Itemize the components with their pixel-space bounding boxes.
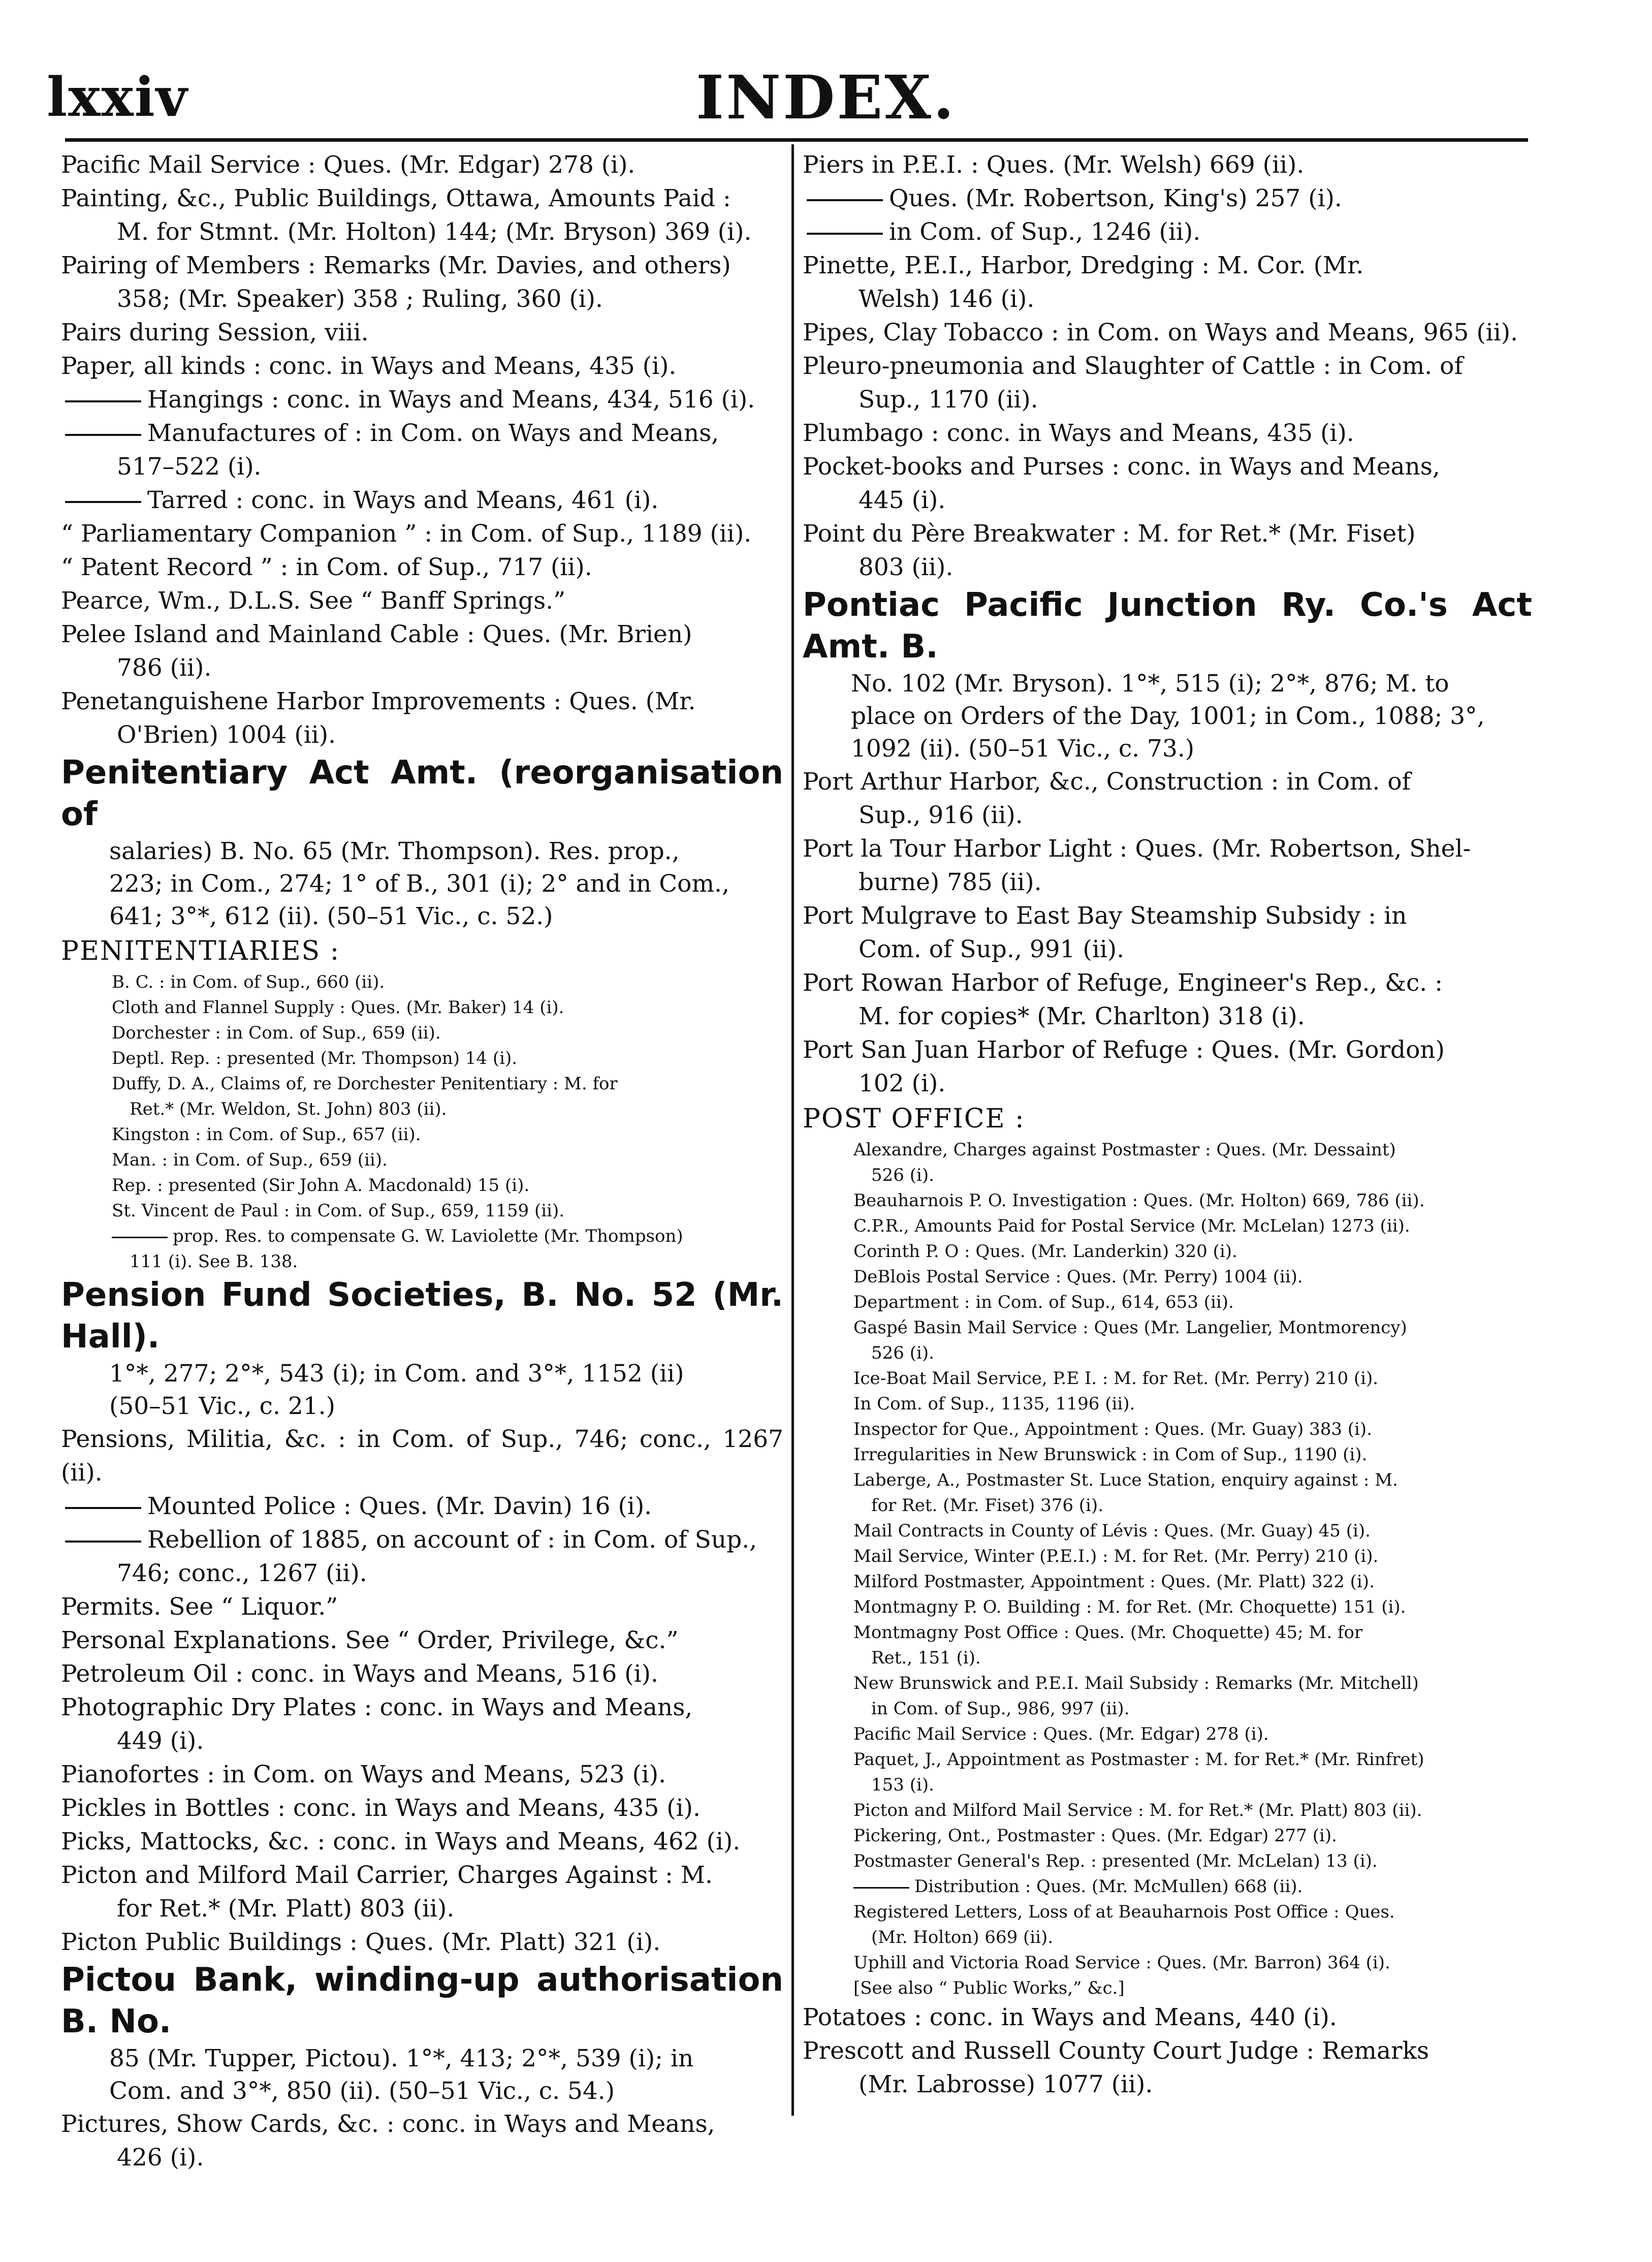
- index-entry: [803, 866, 1532, 899]
- entry-text: Pickering, Ont., Postmaster : Ques. (Mr. Edgar) 277 (i).: [853, 1826, 1337, 1846]
- index-entry: [61, 969, 783, 995]
- index-entry: [803, 316, 1532, 350]
- ditto-dash: [65, 501, 141, 503]
- entry-text: in Com. of Sup., 1246 (ii).: [889, 218, 1201, 246]
- index-entry: [61, 484, 783, 517]
- entry-text: Alexandre, Charges against Postmaster : Ques. (Mr. Dessaint): [853, 1140, 1396, 1160]
- entry-text: Sup., 1170 (ii).: [859, 386, 1038, 414]
- index-entry: [61, 1758, 783, 1792]
- entry-text: DeBlois Postal Service : Ques. (Mr. Perry) 1004 (ii).: [853, 1267, 1303, 1287]
- index-entry: [803, 1290, 1532, 1315]
- index-entry: [61, 551, 783, 584]
- index-entry: [61, 1358, 783, 1390]
- index-entry: [803, 966, 1532, 1000]
- index-entry: [61, 1724, 783, 1758]
- entry-text: (Mr. Labrosse) 1077 (ii).: [859, 2070, 1153, 2098]
- index-entry: [61, 1523, 783, 1557]
- page-title: INDEX.: [696, 62, 956, 133]
- index-entry: [61, 1198, 783, 1223]
- entry-text: No. 102 (Mr. Bryson). 1°*, 515 (i); 2°*, 876; M. to: [851, 670, 1449, 698]
- index-entry: [61, 1020, 783, 1046]
- entry-text: place on Orders of the Day, 1001; in Com., 1088; 3°,: [851, 702, 1485, 730]
- index-entry: [803, 899, 1532, 933]
- index-entry: [61, 1926, 783, 1959]
- entry-text: Port la Tour Harbor Light : Ques. (Mr. Robertson, Shel-: [803, 835, 1471, 863]
- index-entry: [61, 1624, 783, 1657]
- index-entry: [803, 668, 1532, 700]
- entry-text: Port Arthur Harbor, &c., Construction : in Com. of: [803, 768, 1411, 796]
- index-entry: [803, 1594, 1532, 1620]
- index-entry: [61, 1046, 783, 1071]
- index-entry: [61, 182, 783, 215]
- index-entry: [61, 1390, 783, 1423]
- ditto-dash: [112, 1237, 168, 1238]
- entry-text: Port San Juan Harbor of Refuge : Ques. (Mr. Gordon): [803, 1036, 1445, 1064]
- index-entry: [61, 1122, 783, 1147]
- index-entry: [61, 1859, 783, 1892]
- index-entry: [803, 1493, 1532, 1518]
- index-entry: [61, 1223, 783, 1249]
- entry-text: Pairs during Session, viii.: [61, 319, 369, 347]
- entry-text: Photographic Dry Plates : conc. in Ways and Means,: [61, 1693, 693, 1721]
- index-entry: [61, 685, 783, 718]
- entry-text: in Com. of Sup., 986, 997 (ii).: [871, 1699, 1130, 1719]
- index-entry: [803, 215, 1532, 249]
- index-entry: [803, 1391, 1532, 1417]
- entry-text: Milford Postmaster, Appointment : Ques. (Mr. Platt) 322 (i).: [853, 1572, 1375, 1592]
- index-entry: [803, 1645, 1532, 1671]
- index-entry: [803, 1000, 1532, 1033]
- entry-text: Postmaster General's Rep. : presented (Mr. McLelan) 13 (i).: [853, 1851, 1378, 1871]
- entry-text: M. for copies* (Mr. Charlton) 318 (i).: [859, 1002, 1305, 1030]
- entry-text: 1092 (ii). (50–51 Vic., c. 73.): [851, 735, 1195, 763]
- entry-text: 85 (Mr. Tupper, Pictou). 1°*, 413; 2°*, 539 (i); in: [109, 2045, 694, 2072]
- entry-text: Pensions, Militia, &c. : in Com. of Sup., 746; conc., 1267 (ii).: [61, 1425, 783, 1487]
- entry-text: 223; in Com., 274; 1° of B., 301 (i); 2° and in Com.,: [109, 870, 729, 898]
- index-entry: [61, 1792, 783, 1825]
- index-entry: [803, 417, 1532, 450]
- entry-text: Pocket-books and Purses : conc. in Ways and Means,: [803, 453, 1440, 481]
- entry-text: Duffy, D. A., Claims of, re Dorchester Penitentiary : M. for: [112, 1074, 618, 1094]
- index-entry: [803, 282, 1532, 316]
- index-entry: [61, 718, 783, 752]
- index-entry: [803, 1264, 1532, 1290]
- index-entry: [61, 752, 783, 835]
- entry-text: Pension Fund Societies, B. No. 52 (Mr. Hall).: [61, 1276, 783, 1356]
- entry-text: Pinette, P.E.I., Harbor, Dredging : M. Cor. (Mr.: [803, 252, 1364, 279]
- left-column: [61, 148, 783, 2175]
- ditto-dash: [65, 1541, 141, 1543]
- index-entry: [803, 832, 1532, 866]
- index-entry: [803, 1417, 1532, 1442]
- entry-text: Pictou Bank, winding-up authorisation B. No.: [61, 1961, 783, 2040]
- index-entry: [61, 249, 783, 282]
- index-entry: [61, 1590, 783, 1624]
- entry-text: Picton Public Buildings : Ques. (Mr. Platt) 321 (i).: [61, 1928, 661, 1956]
- entry-text: Ret., 151 (i).: [871, 1648, 981, 1668]
- entry-text: Tarred : conc. in Ways and Means, 461 (i).: [147, 486, 659, 514]
- index-entry: [61, 2108, 783, 2141]
- entry-text: 786 (ii).: [117, 654, 212, 682]
- entry-text: Picton and Milford Mail Carrier, Charges Against : M.: [61, 1861, 713, 1889]
- entry-text: [See also “ Public Works,” &c.]: [853, 1978, 1125, 1998]
- entry-text: C.P.R., Amounts Paid for Postal Service (Mr. McLelan) 1273 (ii).: [853, 1216, 1410, 1236]
- entry-text: 517–522 (i).: [117, 453, 262, 481]
- index-entry: [803, 1101, 1532, 1137]
- entry-text: Ques. (Mr. Robertson, King's) 257 (i).: [889, 184, 1342, 212]
- entry-text: (Mr. Holton) 669 (ii).: [871, 1927, 1054, 1947]
- index-entry: [61, 215, 783, 249]
- entry-text: Ice-Boat Mail Service, P.E I. : M. for Ret. (Mr. Perry) 210 (i).: [853, 1368, 1379, 1389]
- entry-text: 526 (i).: [871, 1165, 934, 1185]
- index-entry: [803, 700, 1532, 733]
- index-entry: [803, 1747, 1532, 1772]
- entry-text: Man. : in Com. of Sup., 659 (ii).: [112, 1150, 388, 1170]
- entry-text: Kingston : in Com. of Sup., 657 (ii).: [112, 1124, 421, 1145]
- index-entry: [61, 2075, 783, 2108]
- entry-text: prop. Res. to compensate G. W. Laviolette (Mr. Thompson): [173, 1226, 683, 1246]
- index-entry: [61, 383, 783, 417]
- entry-text: 153 (i).: [871, 1775, 934, 1795]
- index-entry: [803, 799, 1532, 832]
- index-entry: [803, 584, 1532, 668]
- entry-text: 803 (ii).: [859, 553, 954, 581]
- entry-text: Com. of Sup., 991 (ii).: [859, 935, 1125, 963]
- entry-text: Corinth P. O : Ques. (Mr. Landerkin) 320 (i).: [853, 1241, 1237, 1262]
- entry-text: Beauharnois P. O. Investigation : Ques. (Mr. Holton) 669, 786 (ii).: [853, 1190, 1425, 1211]
- entry-text: Pairing of Members : Remarks (Mr. Davies, and others): [61, 252, 731, 279]
- ditto-dash: [853, 1887, 909, 1889]
- entry-text: Pipes, Clay Tobacco : in Com. on Ways and Means, 965 (ii).: [803, 319, 1518, 347]
- index-entry: [61, 1691, 783, 1724]
- entry-text: Mail Service, Winter (P.E.I.) : M. for Ret. (Mr. Perry) 210 (i).: [853, 1546, 1379, 1566]
- index-entry: [61, 584, 783, 618]
- index-entry: [61, 316, 783, 350]
- entry-text: Hangings : conc. in Ways and Means, 434, 516 (i).: [147, 386, 755, 414]
- entry-text: 445 (i).: [859, 486, 946, 514]
- index-entry: [61, 450, 783, 484]
- entry-text: Port Mulgrave to East Bay Steamship Subsidy : in: [803, 902, 1407, 930]
- ditto-dash: [65, 400, 141, 402]
- index-entry: [803, 1033, 1532, 1067]
- entry-text: Gaspé Basin Mail Service : Ques (Mr. Langelier, Montmorency): [853, 1317, 1407, 1338]
- entry-text: Piers in P.E.I. : Ques. (Mr. Welsh) 669 (ii).: [803, 151, 1305, 179]
- entry-text: 746; conc., 1267 (ii).: [117, 1559, 367, 1587]
- index-entry: [803, 2034, 1532, 2068]
- entry-text: Welsh) 146 (i).: [859, 285, 1035, 313]
- index-entry: [803, 484, 1532, 517]
- entry-text: O'Brien) 1004 (ii).: [117, 721, 336, 749]
- index-entry: [61, 1147, 783, 1173]
- entry-text: 111 (i). See B. 138.: [130, 1251, 298, 1272]
- ditto-dash: [65, 434, 141, 436]
- index-entry: [803, 1163, 1532, 1188]
- index-entry: [61, 1274, 783, 1358]
- index-entry: [803, 1340, 1532, 1366]
- entry-text: Manufactures of : in Com. on Ways and Means,: [147, 419, 719, 447]
- index-entry: [803, 733, 1532, 765]
- entry-text: Deptl. Rep. : presented (Mr. Thompson) 14 (i).: [112, 1048, 518, 1069]
- entry-text: Pleuro-pneumonia and Slaughter of Cattle : in Com. of: [803, 352, 1463, 380]
- index-entry: [803, 1798, 1532, 1823]
- entry-text: Penetanguishene Harbor Improvements : Ques. (Mr.: [61, 687, 696, 715]
- index-entry: [61, 900, 783, 933]
- index-entry: [61, 1173, 783, 1198]
- index-entry: [803, 148, 1532, 182]
- index-entry: [803, 1137, 1532, 1163]
- ditto-dash: [807, 199, 883, 201]
- index-entry: [61, 282, 783, 316]
- index-entry: [61, 1249, 783, 1274]
- right-column: [803, 148, 1532, 2101]
- index-entry: [61, 350, 783, 383]
- entry-text: 449 (i).: [117, 1727, 204, 1755]
- entry-text: Potatoes : conc. in Ways and Means, 440 (i).: [803, 2003, 1337, 2031]
- entry-text: Picks, Mattocks, &c. : conc. in Ways and Means, 462 (i).: [61, 1828, 741, 1856]
- index-entry: [803, 2001, 1532, 2034]
- entry-text: Permits. See “ Liquor.”: [61, 1593, 338, 1621]
- entry-text: Port Rowan Harbor of Refuge, Engineer's Rep., &c. :: [803, 969, 1443, 997]
- entry-text: Pianofortes : in Com. on Ways and Means, 523 (i).: [61, 1761, 666, 1788]
- entry-text: PENITENTIARIES :: [61, 936, 340, 966]
- entry-text: Com. and 3°*, 850 (ii). (50–51 Vic., c. 54.): [109, 2077, 615, 2105]
- entry-text: Painting, &c., Public Buildings, Ottawa, Amounts Paid :: [61, 184, 731, 212]
- index-entry: [803, 1213, 1532, 1239]
- index-entry: [803, 1874, 1532, 1899]
- entry-text: “ Parliamentary Companion ” : in Com. of Sup., 1189 (ii).: [61, 520, 752, 548]
- entry-text: Department : in Com. of Sup., 614, 653 (ii).: [853, 1292, 1234, 1312]
- index-entry: [803, 249, 1532, 282]
- index-entry: [803, 933, 1532, 966]
- entry-text: 102 (i).: [859, 1070, 946, 1097]
- entry-text: Uphill and Victoria Road Service : Ques. (Mr. Barron) 364 (i).: [853, 1953, 1390, 1973]
- entry-text: Paquet, J., Appointment as Postmaster : M. for Ret.* (Mr. Rinfret): [853, 1749, 1424, 1770]
- index-entry: [61, 1071, 783, 1096]
- entry-text: Personal Explanations. See “ Order, Privilege, &c.”: [61, 1626, 679, 1654]
- index-entry: [61, 1959, 783, 2043]
- entry-text: Point du Père Breakwater : M. for Ret.* (Mr. Fiset): [803, 520, 1416, 548]
- index-entry: [61, 1423, 783, 1490]
- ditto-dash: [807, 233, 883, 235]
- index-entry: [803, 383, 1532, 417]
- index-entry: [61, 1657, 783, 1691]
- entry-text: Pontiac Pacific Junction Ry. Co.'s Act Amt. B.: [803, 586, 1532, 666]
- index-entry: [61, 618, 783, 651]
- entry-text: Ret.* (Mr. Weldon, St. John) 803 (ii).: [130, 1099, 447, 1119]
- header-rule: [65, 138, 1528, 142]
- entry-text: Montmagny Post Office : Ques. (Mr. Choquette) 45; M. for: [853, 1622, 1363, 1643]
- entry-text: Mounted Police : Ques. (Mr. Davin) 16 (i).: [147, 1492, 652, 1520]
- entry-text: Registered Letters, Loss of at Beauharnois Post Office : Ques.: [853, 1902, 1395, 1922]
- index-entry: [61, 995, 783, 1020]
- index-entry: [803, 2068, 1532, 2101]
- index-entry: [61, 417, 783, 450]
- index-entry: [803, 1696, 1532, 1721]
- index-entry: [61, 2043, 783, 2075]
- entry-text: New Brunswick and P.E.I. Mail Subsidy : Remarks (Mr. Mitchell): [853, 1673, 1419, 1693]
- entry-text: Pictures, Show Cards, &c. : conc. in Ways and Means,: [61, 2110, 715, 2138]
- entry-text: Pacific Mail Service : Ques. (Mr. Edgar) 278 (i).: [61, 151, 636, 179]
- index-entry: [61, 933, 783, 969]
- index-entry: [803, 1671, 1532, 1696]
- entry-text: Sup., 916 (ii).: [859, 801, 1023, 829]
- index-entry: [803, 182, 1532, 215]
- entry-text: 358; (Mr. Speaker) 358 ; Ruling, 360 (i).: [117, 285, 603, 313]
- entry-text: Paper, all kinds : conc. in Ways and Means, 435 (i).: [61, 352, 677, 380]
- entry-text: POST OFFICE :: [803, 1104, 1025, 1134]
- index-entry: [803, 450, 1532, 484]
- entry-text: Inspector for Que., Appointment : Ques. (Mr. Guay) 383 (i).: [853, 1419, 1372, 1439]
- entry-text: Dorchester : in Com. of Sup., 659 (ii).: [112, 1023, 441, 1043]
- entry-text: Petroleum Oil : conc. in Ways and Means, 516 (i).: [61, 1660, 658, 1688]
- column-divider: [791, 144, 794, 2116]
- index-entry: [61, 517, 783, 551]
- index-entry: [803, 1442, 1532, 1467]
- index-entry: [803, 1620, 1532, 1645]
- index-entry: [61, 1557, 783, 1590]
- index-entry: [61, 1825, 783, 1859]
- entry-text: Montmagny P. O. Building : M. for Ret. (Mr. Choquette) 151 (i).: [853, 1597, 1406, 1617]
- index-entry: [803, 517, 1532, 551]
- entry-text: Pacific Mail Service : Ques. (Mr. Edgar) 278 (i).: [853, 1724, 1269, 1744]
- index-entry: [61, 148, 783, 182]
- entry-text: Pearce, Wm., D.L.S. See “ Banff Springs.”: [61, 587, 566, 615]
- index-entry: [803, 1899, 1532, 1925]
- entry-text: 426 (i).: [117, 2144, 204, 2172]
- index-entry: [61, 835, 783, 868]
- entry-text: Picton and Milford Mail Service : M. for Ret.* (Mr. Platt) 803 (ii).: [853, 1800, 1422, 1820]
- entry-text: Mail Contracts in County of Lévis : Ques. (Mr. Guay) 45 (i).: [853, 1521, 1371, 1541]
- entry-text: Rebellion of 1885, on account of : in Com. of Sup.,: [147, 1526, 757, 1554]
- index-entry: [61, 1096, 783, 1122]
- index-entry: [61, 651, 783, 685]
- entry-text: Pelee Island and Mainland Cable : Ques. (Mr. Brien): [61, 620, 692, 648]
- index-entry: [803, 1975, 1532, 2001]
- entry-text: for Ret.* (Mr. Platt) 803 (ii).: [117, 1895, 455, 1923]
- index-entry: [803, 1823, 1532, 1848]
- index-entry: [803, 1467, 1532, 1493]
- index-entry: [803, 1721, 1532, 1747]
- ditto-dash: [65, 1507, 141, 1509]
- entry-text: St. Vincent de Paul : in Com. of Sup., 659, 1159 (ii).: [112, 1201, 565, 1221]
- index-entry: [803, 1315, 1532, 1340]
- index-entry: [803, 551, 1532, 584]
- index-entry: [803, 1239, 1532, 1264]
- index-entry: [803, 1544, 1532, 1569]
- entry-text: Cloth and Flannel Supply : Ques. (Mr. Baker) 14 (i).: [112, 997, 564, 1018]
- index-entry: [803, 1518, 1532, 1544]
- index-entry: [803, 1925, 1532, 1950]
- index-entry: [61, 1490, 783, 1523]
- entry-text: Irregularities in New Brunswick : in Com of Sup., 1190 (i).: [853, 1444, 1368, 1465]
- entry-text: salaries) B. No. 65 (Mr. Thompson). Res. prop.,: [109, 837, 680, 865]
- entry-text: burne) 785 (ii).: [859, 868, 1042, 896]
- entry-text: Distribution : Ques. (Mr. McMullen) 668 (ii).: [914, 1876, 1303, 1897]
- entry-text: for Ret. (Mr. Fiset) 376 (i).: [871, 1495, 1104, 1516]
- index-entry: [61, 1892, 783, 1926]
- entry-text: Prescott and Russell County Court Judge : Remarks: [803, 2037, 1429, 2065]
- entry-text: Laberge, A., Postmaster St. Luce Station, enquiry against : M.: [853, 1470, 1398, 1490]
- entry-text: Plumbago : conc. in Ways and Means, 435 (i).: [803, 419, 1354, 447]
- entry-text: 1°*, 277; 2°*, 543 (i); in Com. and 3°*, 1152 (ii): [109, 1360, 684, 1388]
- entry-text: B. C. : in Com. of Sup., 660 (ii).: [112, 972, 385, 992]
- entry-text: Penitentiary Act Amt. (reorganisation of: [61, 754, 783, 833]
- index-entry: [803, 1569, 1532, 1594]
- entry-text: M. for Stmnt. (Mr. Holton) 144; (Mr. Bryson) 369 (i).: [117, 218, 752, 246]
- entry-text: Pickles in Bottles : conc. in Ways and Means, 435 (i).: [61, 1794, 701, 1822]
- index-entry: [803, 1188, 1532, 1213]
- index-entry: [803, 765, 1532, 799]
- entry-text: “ Patent Record ” : in Com. of Sup., 717 (ii).: [61, 553, 592, 581]
- entry-text: 526 (i).: [871, 1343, 934, 1363]
- index-entry: [803, 1950, 1532, 1975]
- page-number: lxxiv: [47, 65, 188, 129]
- entry-text: (50–51 Vic., c. 21.): [109, 1392, 335, 1420]
- index-entry: [61, 2141, 783, 2175]
- entry-text: In Com. of Sup., 1135, 1196 (ii).: [853, 1394, 1135, 1414]
- index-entry: [803, 1067, 1532, 1101]
- index-entry: [61, 868, 783, 900]
- index-entry: [803, 1772, 1532, 1798]
- index-entry: [803, 350, 1532, 383]
- index-entry: [803, 1848, 1532, 1874]
- entry-text: 641; 3°*, 612 (ii). (50–51 Vic., c. 52.): [109, 902, 553, 930]
- index-entry: [803, 1366, 1532, 1391]
- entry-text: Rep. : presented (Sir John A. Macdonald) 15 (i).: [112, 1175, 530, 1196]
